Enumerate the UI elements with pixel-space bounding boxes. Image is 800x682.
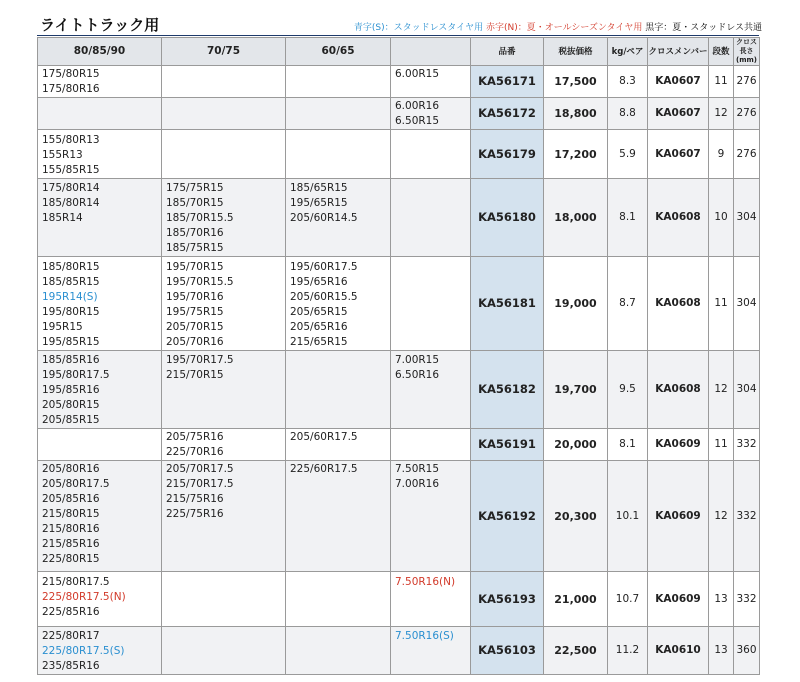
size-cell-3 bbox=[286, 429, 391, 461]
header-weight: kg/ペア bbox=[608, 38, 648, 66]
tire-size: 225/80R17.5(N) bbox=[42, 591, 126, 603]
part-number: KA56171 bbox=[471, 66, 544, 98]
weight-per-pair: 10.1 bbox=[608, 461, 648, 572]
size-cell-2 bbox=[162, 179, 286, 257]
tire-size: 205/85R15 bbox=[42, 414, 100, 426]
cross-member: KA0609 bbox=[648, 572, 709, 627]
header-60-65: 60/65 bbox=[286, 38, 391, 66]
tire-size: 185R14 bbox=[42, 212, 83, 224]
tire-size: 195/60R17.5 bbox=[290, 261, 358, 273]
tire-size: 195/85R16 bbox=[42, 384, 100, 396]
size-cell-1 bbox=[38, 351, 162, 429]
size-cell-4 bbox=[391, 98, 471, 130]
tire-size: 185/75R15 bbox=[166, 242, 224, 254]
price: 18,000 bbox=[544, 179, 608, 257]
size-cell-3 bbox=[286, 572, 391, 627]
cross-length: 332 bbox=[734, 461, 760, 572]
tire-size: 185/80R14 bbox=[42, 197, 100, 209]
size-cell-3 bbox=[286, 130, 391, 179]
tire-size: 195/65R15 bbox=[290, 197, 348, 209]
steps: 13 bbox=[709, 572, 734, 627]
price: 22,500 bbox=[544, 627, 608, 675]
tire-size: 155/85R15 bbox=[42, 164, 100, 176]
tire-size: 7.00R16 bbox=[395, 478, 440, 490]
tire-size: 215/80R16 bbox=[42, 523, 100, 535]
tire-size: 195/75R15 bbox=[166, 306, 224, 318]
tire-size: 205/70R16 bbox=[166, 336, 224, 348]
table-row bbox=[38, 461, 760, 572]
part-number: KA56181 bbox=[471, 257, 544, 351]
cross-length: 304 bbox=[734, 179, 760, 257]
header-cross-length: クロス長さ(mm) bbox=[734, 38, 760, 66]
tire-size: 225/60R17.5 bbox=[290, 463, 358, 475]
steps: 12 bbox=[709, 461, 734, 572]
tire-size: 175/80R15 bbox=[42, 68, 100, 80]
tire-size: 205/80R15 bbox=[42, 399, 100, 411]
table-header bbox=[38, 38, 760, 66]
header-steps: 段数 bbox=[709, 38, 734, 66]
size-cell-2 bbox=[162, 98, 286, 130]
tire-size: 205/70R15 bbox=[166, 321, 224, 333]
table-row bbox=[38, 627, 760, 675]
tire-size: 195/80R17.5 bbox=[42, 369, 110, 381]
weight-per-pair: 10.7 bbox=[608, 572, 648, 627]
weight-per-pair: 9.5 bbox=[608, 351, 648, 429]
size-cell-3 bbox=[286, 66, 391, 98]
cross-length: 276 bbox=[734, 130, 760, 179]
weight-per-pair: 8.1 bbox=[608, 429, 648, 461]
tire-size: 205/65R16 bbox=[290, 321, 348, 333]
size-cell-4 bbox=[391, 461, 471, 572]
tire-size: 195/70R16 bbox=[166, 291, 224, 303]
cross-member: KA0607 bbox=[648, 98, 709, 130]
part-number: KA56193 bbox=[471, 572, 544, 627]
tire-size: 205/60R17.5 bbox=[290, 431, 358, 443]
size-cell-2 bbox=[162, 66, 286, 98]
cross-length: 304 bbox=[734, 351, 760, 429]
price: 20,300 bbox=[544, 461, 608, 572]
tire-size: 175/80R16 bbox=[42, 83, 100, 95]
steps: 11 bbox=[709, 66, 734, 98]
size-cell-1 bbox=[38, 461, 162, 572]
cross-length: 304 bbox=[734, 257, 760, 351]
cross-member: KA0608 bbox=[648, 351, 709, 429]
tire-size: 185/85R15 bbox=[42, 276, 100, 288]
tire-size: 7.50R16(S) bbox=[395, 630, 454, 642]
tire-size: 225/75R16 bbox=[166, 508, 224, 520]
table-row bbox=[38, 130, 760, 179]
size-cell-1 bbox=[38, 98, 162, 130]
tire-size: 195R15 bbox=[42, 321, 83, 333]
part-number: KA56172 bbox=[471, 98, 544, 130]
part-number: KA56192 bbox=[471, 461, 544, 572]
tire-size: 225/80R15 bbox=[42, 553, 100, 565]
steps: 11 bbox=[709, 257, 734, 351]
color-legend bbox=[354, 20, 762, 33]
tire-size: 185/80R15 bbox=[42, 261, 100, 273]
cross-member: KA0607 bbox=[648, 66, 709, 98]
size-cell-1 bbox=[38, 130, 162, 179]
page-title: ライトトラック用 bbox=[40, 16, 160, 34]
tire-size: 225/80R17.5(S) bbox=[42, 645, 125, 657]
steps: 12 bbox=[709, 98, 734, 130]
tire-size: 175/80R14 bbox=[42, 182, 100, 194]
tire-size: 215/80R17.5 bbox=[42, 576, 110, 588]
size-cell-3 bbox=[286, 351, 391, 429]
steps: 13 bbox=[709, 627, 734, 675]
tire-size: 205/85R16 bbox=[42, 493, 100, 505]
weight-per-pair: 5.9 bbox=[608, 130, 648, 179]
tire-size: 215/75R16 bbox=[166, 493, 224, 505]
tire-size: 155R13 bbox=[42, 149, 83, 161]
cross-member: KA0609 bbox=[648, 461, 709, 572]
header-cross-member: クロスメンバー bbox=[648, 38, 709, 66]
tire-size: 155/80R13 bbox=[42, 134, 100, 146]
table-row bbox=[38, 351, 760, 429]
size-cell-3 bbox=[286, 257, 391, 351]
tire-size: 195/70R15.5 bbox=[166, 276, 234, 288]
steps: 12 bbox=[709, 351, 734, 429]
size-cell-2 bbox=[162, 257, 286, 351]
tire-size: 205/75R16 bbox=[166, 431, 224, 443]
tire-size: 175/75R15 bbox=[166, 182, 224, 194]
size-cell-2 bbox=[162, 429, 286, 461]
size-cell-3 bbox=[286, 627, 391, 675]
size-cell-1 bbox=[38, 627, 162, 675]
tire-size-table bbox=[37, 37, 760, 675]
size-cell-3 bbox=[286, 179, 391, 257]
weight-per-pair: 8.1 bbox=[608, 179, 648, 257]
tire-size: 215/65R15 bbox=[290, 336, 348, 348]
header-part-number: 品番 bbox=[471, 38, 544, 66]
cross-length: 360 bbox=[734, 627, 760, 675]
size-cell-2 bbox=[162, 130, 286, 179]
table-row bbox=[38, 98, 760, 130]
tire-size: 215/85R16 bbox=[42, 538, 100, 550]
tire-size: 185/70R15 bbox=[166, 197, 224, 209]
price: 21,000 bbox=[544, 572, 608, 627]
size-cell-1 bbox=[38, 179, 162, 257]
legend-black: 黒字：夏・スタッドレス共通 bbox=[645, 23, 762, 33]
tire-size: 195R14(S) bbox=[42, 291, 98, 303]
size-cell-2 bbox=[162, 572, 286, 627]
weight-per-pair: 8.7 bbox=[608, 257, 648, 351]
tire-size: 195/85R15 bbox=[42, 336, 100, 348]
tire-size: 215/70R17.5 bbox=[166, 478, 234, 490]
tire-size: 6.50R15 bbox=[395, 115, 440, 127]
legend-blue: 青字(S)：スタッドレスタイヤ用 bbox=[353, 23, 484, 33]
tire-size: 205/70R17.5 bbox=[166, 463, 234, 475]
tire-size: 225/85R16 bbox=[42, 606, 100, 618]
tire-size: 6.00R15 bbox=[395, 68, 440, 80]
tire-size: 195/70R17.5 bbox=[166, 354, 234, 366]
cross-length: 276 bbox=[734, 98, 760, 130]
legend-red: 赤字(N)：夏・オールシーズンタイヤ用 bbox=[486, 23, 643, 33]
header-rule bbox=[37, 35, 759, 36]
size-cell-1 bbox=[38, 257, 162, 351]
size-cell-2 bbox=[162, 351, 286, 429]
size-cell-3 bbox=[286, 461, 391, 572]
size-cell-1 bbox=[38, 66, 162, 98]
tire-size: 205/80R17.5 bbox=[42, 478, 110, 490]
size-cell-4 bbox=[391, 130, 471, 179]
tire-size: 195/65R16 bbox=[290, 276, 348, 288]
price: 19,000 bbox=[544, 257, 608, 351]
cross-length: 332 bbox=[734, 429, 760, 461]
tire-size: 185/65R15 bbox=[290, 182, 348, 194]
cross-member: KA0607 bbox=[648, 130, 709, 179]
table-row bbox=[38, 572, 760, 627]
size-cell-4 bbox=[391, 257, 471, 351]
tire-size: 7.00R15 bbox=[395, 354, 440, 366]
weight-per-pair: 8.8 bbox=[608, 98, 648, 130]
cross-member: KA0608 bbox=[648, 257, 709, 351]
part-number: KA56191 bbox=[471, 429, 544, 461]
tire-size: 225/80R17 bbox=[42, 630, 100, 642]
header-70-75: 70/75 bbox=[162, 38, 286, 66]
size-cell-1 bbox=[38, 572, 162, 627]
size-cell-4 bbox=[391, 572, 471, 627]
tire-size: 185/70R16 bbox=[166, 227, 224, 239]
size-cell-2 bbox=[162, 461, 286, 572]
tire-size: 6.00R16 bbox=[395, 100, 440, 112]
price: 17,200 bbox=[544, 130, 608, 179]
tire-size: 225/70R16 bbox=[166, 446, 224, 458]
tire-size: 205/80R16 bbox=[42, 463, 100, 475]
header-price: 税抜価格 bbox=[544, 38, 608, 66]
price: 17,500 bbox=[544, 66, 608, 98]
tire-size: 205/65R15 bbox=[290, 306, 348, 318]
size-cell-3 bbox=[286, 98, 391, 130]
tire-size: 215/70R15 bbox=[166, 369, 224, 381]
part-number: KA56179 bbox=[471, 130, 544, 179]
cross-member: KA0609 bbox=[648, 429, 709, 461]
tire-size: 205/60R15.5 bbox=[290, 291, 358, 303]
size-cell-4 bbox=[391, 66, 471, 98]
tire-size: 7.50R15 bbox=[395, 463, 440, 475]
size-cell-2 bbox=[162, 627, 286, 675]
size-cell-4 bbox=[391, 351, 471, 429]
tire-size: 7.50R16(N) bbox=[395, 576, 456, 588]
table-row bbox=[38, 429, 760, 461]
size-cell-4 bbox=[391, 179, 471, 257]
steps: 10 bbox=[709, 179, 734, 257]
price: 18,800 bbox=[544, 98, 608, 130]
tire-size: 185/85R16 bbox=[42, 354, 100, 366]
tire-size: 6.50R16 bbox=[395, 369, 440, 381]
tire-size: 235/85R16 bbox=[42, 660, 100, 672]
steps: 11 bbox=[709, 429, 734, 461]
size-cell-4 bbox=[391, 627, 471, 675]
table-row bbox=[38, 257, 760, 351]
tire-size: 185/70R15.5 bbox=[166, 212, 234, 224]
tire-size: 195/80R15 bbox=[42, 306, 100, 318]
table-row bbox=[38, 66, 760, 98]
tire-size: 205/60R14.5 bbox=[290, 212, 358, 224]
cross-length: 276 bbox=[734, 66, 760, 98]
tire-size: 215/80R15 bbox=[42, 508, 100, 520]
header-80-85-90: 80/85/90 bbox=[38, 38, 162, 66]
price: 19,700 bbox=[544, 351, 608, 429]
cross-length: 332 bbox=[734, 572, 760, 627]
part-number: KA56180 bbox=[471, 179, 544, 257]
table-row bbox=[38, 179, 760, 257]
weight-per-pair: 11.2 bbox=[608, 627, 648, 675]
part-number: KA56182 bbox=[471, 351, 544, 429]
weight-per-pair: 8.3 bbox=[608, 66, 648, 98]
price: 20,000 bbox=[544, 429, 608, 461]
part-number: KA56103 bbox=[471, 627, 544, 675]
cross-member: KA0608 bbox=[648, 179, 709, 257]
tire-size: 195/70R15 bbox=[166, 261, 224, 273]
steps: 9 bbox=[709, 130, 734, 179]
cross-member: KA0610 bbox=[648, 627, 709, 675]
size-cell-4 bbox=[391, 429, 471, 461]
size-cell-1 bbox=[38, 429, 162, 461]
header-other bbox=[391, 38, 471, 66]
